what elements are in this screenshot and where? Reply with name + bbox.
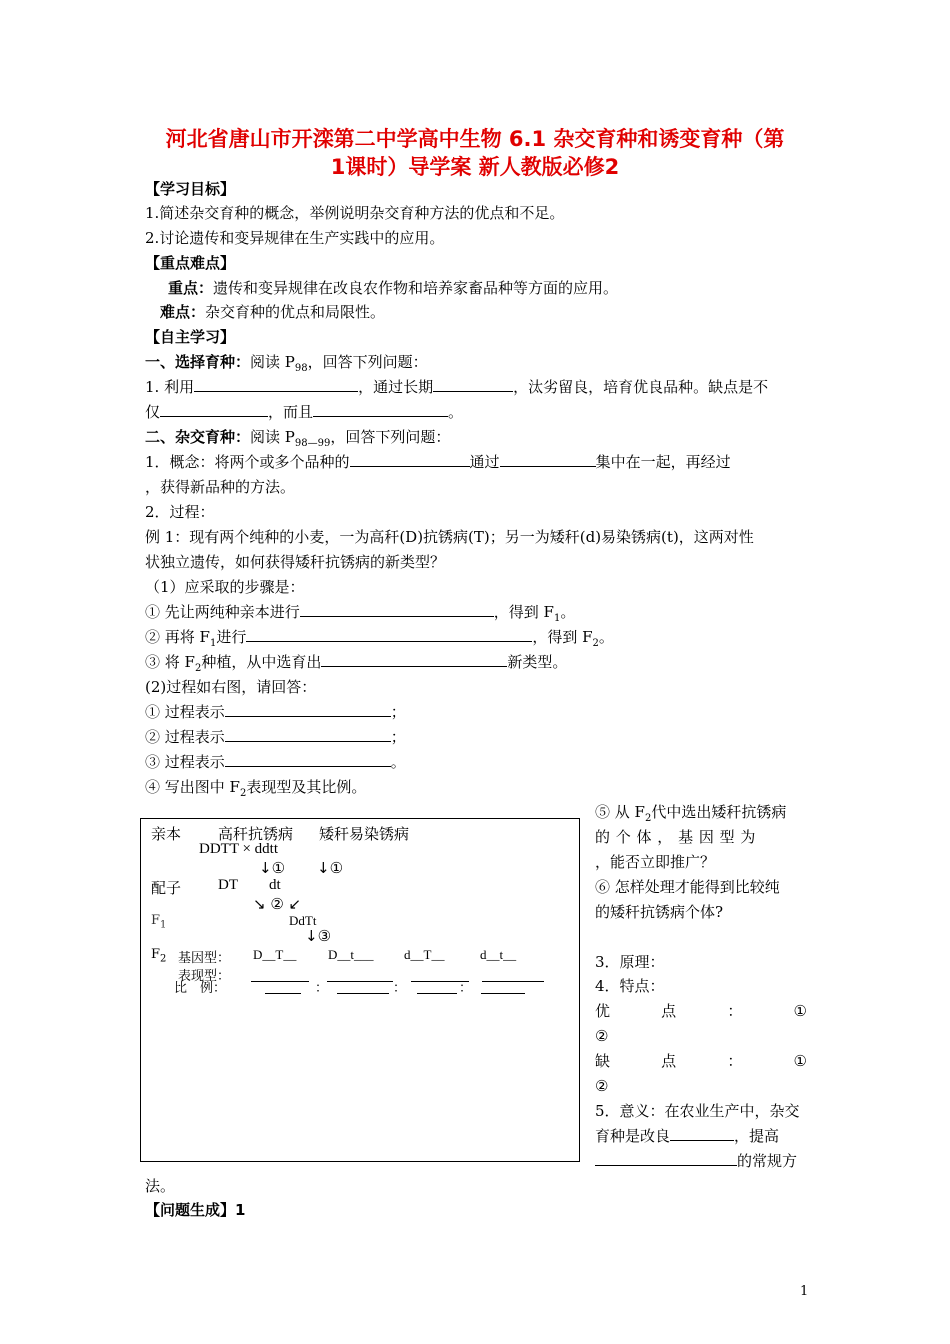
phenotype-label: 表现型： [178, 969, 231, 984]
page-title-line2: 1课时）导学案 新人教版必修2 [330, 155, 620, 179]
phenotype-blank-1 [251, 981, 309, 982]
q5-line2: 的 个 体 ， 基 因 型 为 [595, 828, 756, 846]
steps-heading: （1）应采取的步骤是： [145, 578, 305, 596]
process-q3: ③ 过程表示 。 [145, 750, 406, 774]
phenotype-blank-2 [327, 981, 393, 982]
ratio-colon-1: ： [315, 981, 329, 996]
genotype-label: 基因型： [178, 951, 231, 966]
f1-genotype: DdTt [289, 913, 317, 928]
difficult-point: 难点：杂交育种的优点和局限性。 [160, 303, 386, 321]
gamete-label: 配子 [151, 879, 182, 897]
genotype-d-t: D__T__ [253, 947, 297, 962]
parent-tall: 高秆抗锈病 [218, 825, 294, 843]
goals-heading: 【学习目标】 [145, 180, 236, 198]
disadvantages-row: 缺 点 ： ① [595, 1052, 807, 1070]
q5-line3: ，能否立即推广？ [595, 853, 716, 871]
page-number: 1 [800, 1284, 809, 1299]
significance-line3: 的常规方 [595, 1149, 797, 1173]
genotype-d-tt: D__t___ [328, 947, 374, 962]
process-label: 2．过程： [145, 503, 215, 521]
page-title-line1: 河北省唐山市开滦第二中学高中生物 6.1 杂交育种和诱变育种（第 [165, 127, 785, 151]
example-line2: 状独立遗传，如何获得矮秆抗锈病的新类型？ [145, 553, 446, 571]
goal-item-2: 2.讨论遗传和变异规律在生产实践中的应用。 [145, 229, 445, 247]
f1-label: $F_1$ [151, 913, 167, 931]
concept-line2: ，获得新品种的方法。 [145, 478, 296, 496]
selection-q1-line2: 仅 ，而且 。 [145, 400, 463, 424]
arrow-meiosis-2: ↓① [317, 859, 344, 877]
issue-heading: 【问题生成】1 [145, 1201, 246, 1219]
features-label: 4．特点： [595, 977, 665, 995]
selection-q1-line1: 1. 利用 ，通过长期 ，汰劣留良，培育优良品种。缺点是不 [145, 375, 768, 399]
f2-label: $F_2$ [151, 947, 167, 965]
concept-line1: 1．概念：将两个或多个品种的 通过 集中在一起，再经过 [145, 450, 731, 474]
section-selection-breeding: 一、选择育种：阅读 $P_{98}$，回答下列问题： [145, 353, 428, 374]
self-study-heading: 【自主学习】 [145, 328, 236, 346]
process-q1: ① 过程表示 ； [145, 700, 406, 724]
step-2: ② 再将 $F_1$进行 ，得到 $F_2$。 [145, 625, 614, 656]
gamete-dt-upper: DT [218, 877, 238, 893]
section-hybrid-breeding: 二、杂交育种：阅读 $P_{98—99}$，回答下列问题： [145, 428, 451, 449]
ratio-colon-2: ： [393, 981, 407, 996]
advantages-row: 优 点 ： ① [595, 1002, 807, 1020]
significance-end: 法。 [145, 1177, 176, 1195]
arrow-fertilization: ↘ ② ↙ [253, 895, 302, 913]
key-point: 重点：遗传和变异规律在改良农作物和培养家畜品种等方面的应用。 [168, 279, 619, 297]
ratio-blank-2 [337, 993, 389, 994]
step-3: ③ 将 $F_2$种植，从中选育出 新类型。 [145, 650, 567, 681]
cross-diagram [140, 818, 580, 1162]
cross-genotypes: DDTT × ddtt [199, 841, 279, 857]
ratio-colon-3: ： [459, 981, 473, 996]
key-heading: 【重点难点】 [145, 254, 236, 272]
ratio-label: 比 例： [174, 981, 227, 996]
process-prompt: (2)过程如右图，请回答： [145, 678, 317, 696]
genotype-dd-tt: d__t__ [480, 947, 517, 962]
disadvantage-2: ② [595, 1077, 609, 1095]
process-q2: ② 过程表示 ； [145, 725, 406, 749]
goal-item-1: 1.简述杂交育种的概念，举例说明杂交育种方法的优点和不足。 [145, 204, 565, 222]
principle-label: 3．原理： [595, 953, 665, 971]
q6-line1: ⑥ 怎样处理才能得到比较纯 [595, 878, 780, 896]
example-line1: 例 1：现有两个纯种的小麦，一为高秆(D)抗锈病(T)；另一为矮秆(d)易染锈病(t)，这两对性 [145, 528, 754, 546]
significance-line2: 育种是改良 ，提高 [595, 1124, 779, 1148]
q6-line2: 的矮秆抗锈病个体? [595, 903, 724, 921]
significance-line1: 5．意义：在农业生产中，杂交 [595, 1102, 800, 1120]
ratio-blank-4 [481, 993, 525, 994]
arrow-selfing: ↓③ [305, 927, 332, 945]
parent-short: 矮秆易染锈病 [319, 825, 410, 843]
q5-line1: ⑤ 从 $F_2$代中选出矮秆抗锈病 [595, 803, 787, 824]
genotype-dd-t: d__T__ [404, 947, 445, 962]
gamete-dt-lower: dt [269, 877, 281, 893]
ratio-blank-1 [265, 993, 301, 994]
process-q4: ④ 写出图中 $F_2$表现型及其比例。 [145, 778, 367, 799]
step-1: ① 先让两纯种亲本进行 ，得到 $F_1$。 [145, 600, 575, 631]
advantage-2: ② [595, 1027, 609, 1045]
arrow-meiosis-1: ↓① [259, 859, 286, 877]
parent-label: 亲本 [151, 825, 182, 843]
phenotype-blank-4 [482, 981, 544, 982]
ratio-blank-3 [417, 993, 457, 994]
